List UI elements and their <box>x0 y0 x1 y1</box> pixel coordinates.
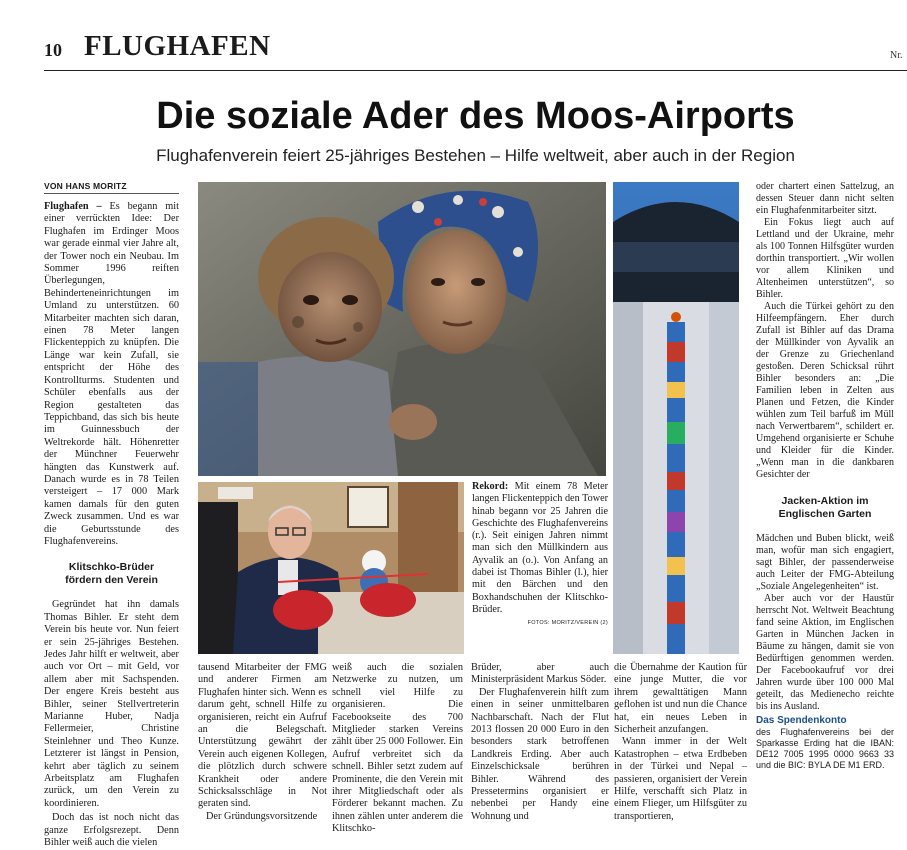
subtitle-klitschko: Klitschko-Brüder fördern den Verein <box>65 561 158 587</box>
paragraph: Mädchen und Buben blickt, weiß man, wofür man sich engagiert, sagt Bihler, der passenderweise auch Leiter der FMG-Abteilung „Soziale Angelegenheiten“ ist. <box>756 533 894 592</box>
subtitle-jacken: Jacken-Aktion im Englischen Garten <box>778 495 872 520</box>
paragraph: Doch das ist noch nicht das ganze Erfolgsrezept. Denn Bihler weiß auch die vielen <box>44 812 179 849</box>
photo-tower-image <box>613 182 739 654</box>
page-number: 10 <box>44 40 62 60</box>
section-title: FLUGHAFEN <box>84 30 271 62</box>
article-column-2 <box>198 662 327 823</box>
paragraph: Auch die Türkei gehört zu den Hilfeempfängern. Eher durch Zufall ist Bihler auf das Drama der Müllkinder von Ayvalik an der Grenze zu Griechenland gestoßen. Deren Schicksal rührt Bihler besonders an: „Die Familien leben in Zelten aus Planen und Fetzen, die Kinder wühlen zum Teil barfuß im Müll nach Verwertbarem“, schildert er. Umgehend organisierte er Schuhe und Kleider für die Kinder. „Wenn man in die dankbaren Gesichter der <box>756 301 894 480</box>
header-rule <box>44 70 907 71</box>
header-fragment: Nr. <box>890 50 903 61</box>
spendenkonto-title: Das Spendenkonto <box>756 715 847 726</box>
photo-caption <box>472 481 608 630</box>
paragraph: weiß auch die sozialen Netzwerke zu nutzen, um schnell viel Hilfe zu organisieren. Die Facebookseite des 700 Mitglieder starken Vereins zählt über 25 000 Follower. Ein Aufruf verbreitet sich da schnell. Bihler setzt zudem auf Prominente, die den Verein mit ihrer Mitgliedschaft oder als Förderer bekannt machen. Zu ihnen zählen unter anderem die Klitschko- <box>332 662 463 835</box>
photo-muellkinder <box>198 182 606 476</box>
paragraph: Brüder, aber auch Ministerpräsident Markus Söder. <box>471 662 609 686</box>
article-column-1 <box>44 201 179 850</box>
article-column-6 <box>756 181 894 771</box>
paragraph: Ein Fokus liegt auch auf Lettland und der Ukraine, mehr als 100 Tonnen Hilfsgüter wurden dorthin transportiert. „Wir wollen vor allem Kliniken und Altenheimen unterstützen“, so Bihler. <box>756 217 894 300</box>
paragraph: Der Flughafenverein hilft zum einen in seiner unmittelbaren Nachbarschaft. Nach der Flut 2013 flossen 20 000 Euro in den besonders stark betroffenen Landkreis Erding. Aber auch Einzelschicksale berühren Bihler. Während des Pressetermins organisiert er nebenbei per Handy eine Wohnung und <box>471 686 609 822</box>
photo-credit: FOTOS: MORITZ/VEREIN (2) <box>527 620 608 627</box>
paragraph: Aber auch vor der Haustür herrscht Not. Weltweit Beachtung fand seine Aktion, im Englischen Garten in München Jacken in Bäume zu hängen, damit sie von Bedürftigen genommen werden. Der Facebookaufruf vor drei Jahren wurde über 100 000 Mal geteilt, das Medienecho reichte bis ins Ausland. <box>756 593 894 712</box>
caption-lead: Rekord: <box>472 481 509 492</box>
paragraph: Gegründet hat ihn damals Thomas Bihler. Er steht dem Verein bis heute vor. Nun feiert er sein 25-jähriges Bestehen. Jedes Jahr hilft er weltweit, aber auch vor Ort – mit Geld, vor allem aber mit Sachspenden. Der engere Kreis besteht aus Bihler, seiner Stellvertreterin Marianne Huber, Nadja Fellermeier, Christine Steinlehner und Theo Kunze. Letzterer ist längst in Pension, kehrt aber täglich zu seinem Arbeitsplatz am Flughafen zurück, um den Verein zu koordinieren. <box>44 599 179 809</box>
paragraph: Der Gründungsvorsitzende <box>206 810 318 822</box>
photo-bihler-image <box>198 482 464 654</box>
paragraph: Es begann mit einer verrückten Idee: Der Flughafen im Erdinger Moos war gerade einmal vier Jahre alt, der Tower noch ein Neubau. Im Sommer 1996 reiften Überlegungen, Behinderteneinrichtungen im Umland zu unterstützen. 60 Mitarbeiter machten sich daran, einen 78 Meter langen Flickenteppich zu knüpfen. Die Länge war kein Zufall, sie entspricht der Höhe des Kontrollturms. Studenten und Schüler ebenfalls aus der Region gestalteten das Teppichband, das sich bis heute im Guinnessbuch der Weltrekorde hält. Höhenretter der Münchner Feuerwehr hängten das Kunstwerk auf. Danach wurde es in 78 Teilen versteigert – 17 000 Mark kamen damals für den guten Zweck zusammen. Und es war die Geburtsstunde des Flughafenvereins. <box>44 201 179 547</box>
paragraph: Wann immer in der Welt Katastrophen – etwa Erdbeben in der Türkei und Nepal – passieren, organisiert der Verein Hilfe, verschafft sich Platz in einem Flieger, um Hilfsgüter zu transportieren, <box>614 736 747 822</box>
photo-tower <box>613 182 739 654</box>
paragraph: die Übernahme der Kaution für eine junge Mutter, die vor ihrem gewalttätigen Mann geflohen ist und nun die Chance hat, ein neues Leben in Sicherheit anzufangen. <box>614 662 747 736</box>
spendenkonto-text: des Flughafenvereins bei der Sparkasse Erding hat die IBAN: DE12 7005 1995 0000 9663 33 und die BIC: BYLA DE M1 ERD. <box>756 727 894 770</box>
article-column-5 <box>614 662 747 823</box>
paragraph: oder chartert einen Sattelzug, an dessen Steuer dann nicht selten ein Flughafenmitarbeiter sitzt. <box>756 181 894 216</box>
article-column-4 <box>471 662 609 823</box>
photo-muellkinder-image <box>198 182 606 476</box>
subheadline: Flughafenverein feiert 25-jähriges Bestehen – Hilfe weltweit, aber auch in der Region <box>156 146 795 165</box>
photo-bihler <box>198 482 464 654</box>
caption-text: Mit einem 78 Meter langen Flickenteppich den Tower hinab begann vor 25 Jahren die Geschichte des Flughafenvereins (r.). Seit einigen Jahren nimmt man sich den Müllkindern aus Ayvalik an (o.). Von Anfang an dabei ist Thomas Bihler (l.), hier mit den Bärchen und den Boxhandschuhen der Klitschko-Brüder. <box>472 481 608 615</box>
byline: VON HANS MORITZ <box>44 181 179 194</box>
paragraph: tausend Mitarbeiter der FMG und anderer Firmen am Flughafen hinter sich. Wenn es darum geht, schnell Hilfe zu organisieren, reicht ein Aufruf an die Belegschaft. Unterstützung gewährt der Verein auch eigenen Kollegen, die plötzlich durch schwere Krankheit oder andere Schicksalsschläge in Not geraten sind. <box>198 662 327 810</box>
dateline: Flughafen – <box>44 201 102 212</box>
headline: Die soziale Ader des Moos-Airports <box>156 95 795 137</box>
article-column-3 <box>332 662 463 836</box>
